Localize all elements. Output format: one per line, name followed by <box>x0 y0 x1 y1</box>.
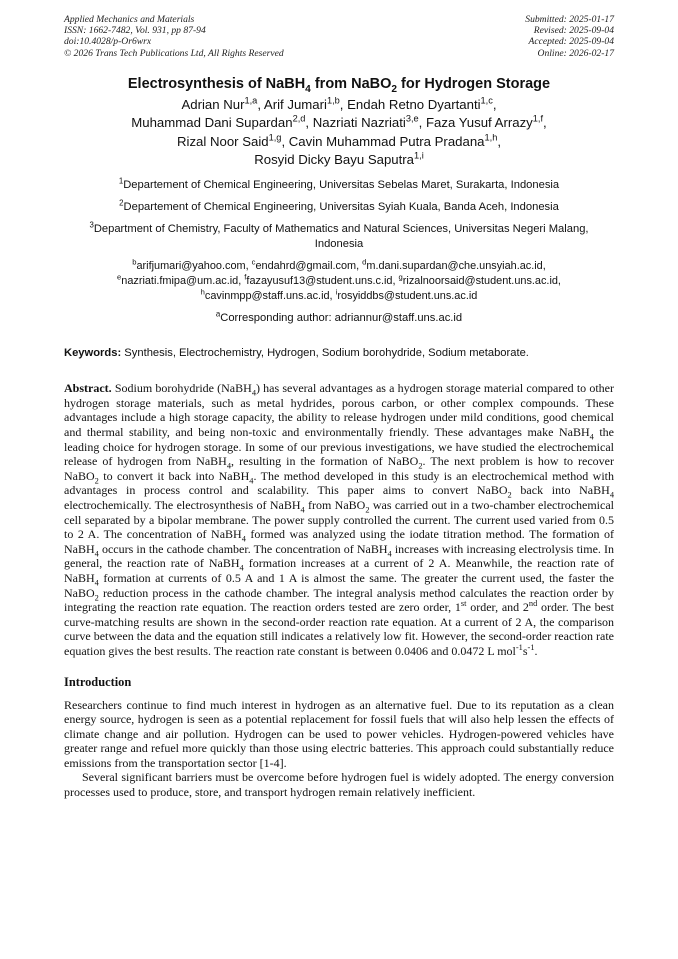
affiliation-3: $^3$Department of Chemistry, Faculty of Mathematics and Natural Sciences, Universitas Negeri Malang, Indonesia <box>89 220 589 251</box>
introduction-paragraph-1: Researchers continue to find much interest in hydrogen as an alternative fuel. Due to its reputation as a clean energy source, hydrogen is seen as a potential replacement for fossil fuels that will also help lessen the effects of climate change and air pollution. Hydrogen can be used to power vehicles. Hydrogen-powered vehicles have greater range and refuel more quickly than those using electric batteries. This approach could substantially reduce emissions from the transportation sector [1-4]. <box>64 697 614 770</box>
abstract: Abstract. Sodium borohydride (NaBH$_4$) has several advantages as a hydrogen storage material compared to other hydrogen storage materials, such as metal hydrides, porous carbon, or other complex compounds. These advantages include a high storage capacity, the ability to release hydrogen under mild conditions, good chemical and thermal stability, and being non-toxic and environmentally friendly. These advantages make NaBH$_4$ the leading choice for hydrogen storage. In some of our previous investigations, we have studied the electrochemical release of hydrogen from NaBH$_4$, resulting in the formation of NaBO$_2$. The next problem is how to recover NaBO$_2$ to convert it back into NaBH$_4$. The method developed in this study is an electrochemical method with advantages in process control and scalability. This paper aims to convert NaBO$_2$ back into NaBH$_4$ electrochemically. The electrosynthesis of NaBH$_4$ from NaBO$_2$ was carried out in a two-chamber electrochemical cell separated by a bipolar membrane. The power supply controlled the current. The current used varied from 0.5 to 2 A. The concentration of NaBH$_4$ formed was analyzed using the iodate titration method. The formation of NaBH$_4$ occurs in the cathode chamber. The concentration of NaBH$_4$ increases with increasing electrolysis time. In general, the reaction rate of NaBH$_4$ formation increases at a current of 2 A. Meanwhile, the reaction rate of NaBH$_4$ formation at currents of 0.5 A and 1 A is almost the same. The greater the current used, the faster the NaBO$_2$ reduction process in the cathode chamber. The integral analysis method calculates the reaction order by integrating the reaction rate equation. The reaction orders tested are zero order, 1st order, and 2nd order. The best curve-matching results are shown in the second-order reaction rate equation. At a current of 2 A, the comparison curve between the data and the equation still indicates a relatively low fit. However, the second-order reaction rate equation gives the best results. The reaction rate constant is between 0.0406 and 0.0472 L $mol^{-1}s^{-1}$. <box>64 381 615 658</box>
journal-header <box>64 14 614 59</box>
author-list <box>64 96 614 170</box>
affiliation-2: $^2$Departement of Chemical Engineering, Universitas Syiah Kuala, Banda Aceh, Indonesia <box>119 198 559 214</box>
date-accepted: Accepted: 2025-09-04 <box>528 36 614 48</box>
author-line-2: Muhammad Dani Supardan$^{2,d}$, Nazriati Nazriati$^{3,e}$, Faza Yusuf Arrazy$^{1,f}$, <box>131 113 547 131</box>
keywords <box>64 346 614 361</box>
author-emails <box>64 259 614 303</box>
journal-doi: doi:10.4028/p-Or6wrx <box>64 36 152 48</box>
author-line-4: Rosyid Dicky Bayu Saputra$^{1,i}$ <box>254 150 424 168</box>
email-line-3: $^h$cavinmpp@staff.uns.ac.id, $^i$rosyiddbs@student.uns.ac.id <box>200 287 478 302</box>
introduction-heading: Introduction <box>64 674 132 689</box>
journal-issn: ISSN: 1662-7482, Vol. 931, pp 87-94 <box>64 25 206 37</box>
email-line-2: $^e$nazriati.fmipa@um.ac.id, $^f$fazayusuf13@student.uns.c.id, $^g$rizalnoorsaid@student.uns.ac.id, <box>117 272 561 288</box>
keywords-label: Keywords: <box>64 347 122 360</box>
email-line-1: $^b$arifjumari@yahoo.com, $^c$endahrd@gmail.com, $^d$m.dani.supardan@che.unsyiah.ac.id, <box>132 257 546 273</box>
paper-title: Electrosynthesis of NaBH$_4$ from NaBO$_2$ for Hydrogen Storage <box>127 75 551 95</box>
date-submitted: Submitted: 2025-01-17 <box>525 14 614 25</box>
keywords-text: Synthesis, Electrochemistry, Hydrogen, Sodium borohydride, Sodium metaborate. <box>121 347 529 360</box>
journal-name: Applied Mechanics and Materials <box>64 14 195 25</box>
author-line-1: Adrian Nur$^{1,a}$, Arif Jumari$^{1,b}$, Endah Retno Dyartanti$^{1,c}$, <box>181 95 497 112</box>
affiliation-1: $^1$Departement of Chemical Engineering, Universitas Sebelas Maret, Surakarta, Indonesia <box>118 176 560 192</box>
date-online: Online: 2026-02-17 <box>537 47 614 59</box>
author-line-3: Rizal Noor Said$^{1,g}$, Cavin Muhammad Putra Pradana$^{1,h}$, <box>176 132 502 149</box>
corresponding-author: $^a$Corresponding author: adriannur@staff.uns.ac.id <box>215 309 463 325</box>
abstract-label: Abstract. <box>64 381 112 396</box>
introduction-paragraph-2: Several significant barriers must be overcome before hydrogen fuel is widely adopted. The energy conversion processes used to produce, store, and transport hydrogen remain relatively inefficient. <box>64 770 614 800</box>
publication-dates <box>525 14 614 59</box>
journal-copyright: © 2026 Trans Tech Publications Ltd, All Rights Reserved <box>64 47 284 59</box>
date-revised: Revised: 2025-09-04 <box>533 25 614 37</box>
journal-info <box>64 14 284 59</box>
